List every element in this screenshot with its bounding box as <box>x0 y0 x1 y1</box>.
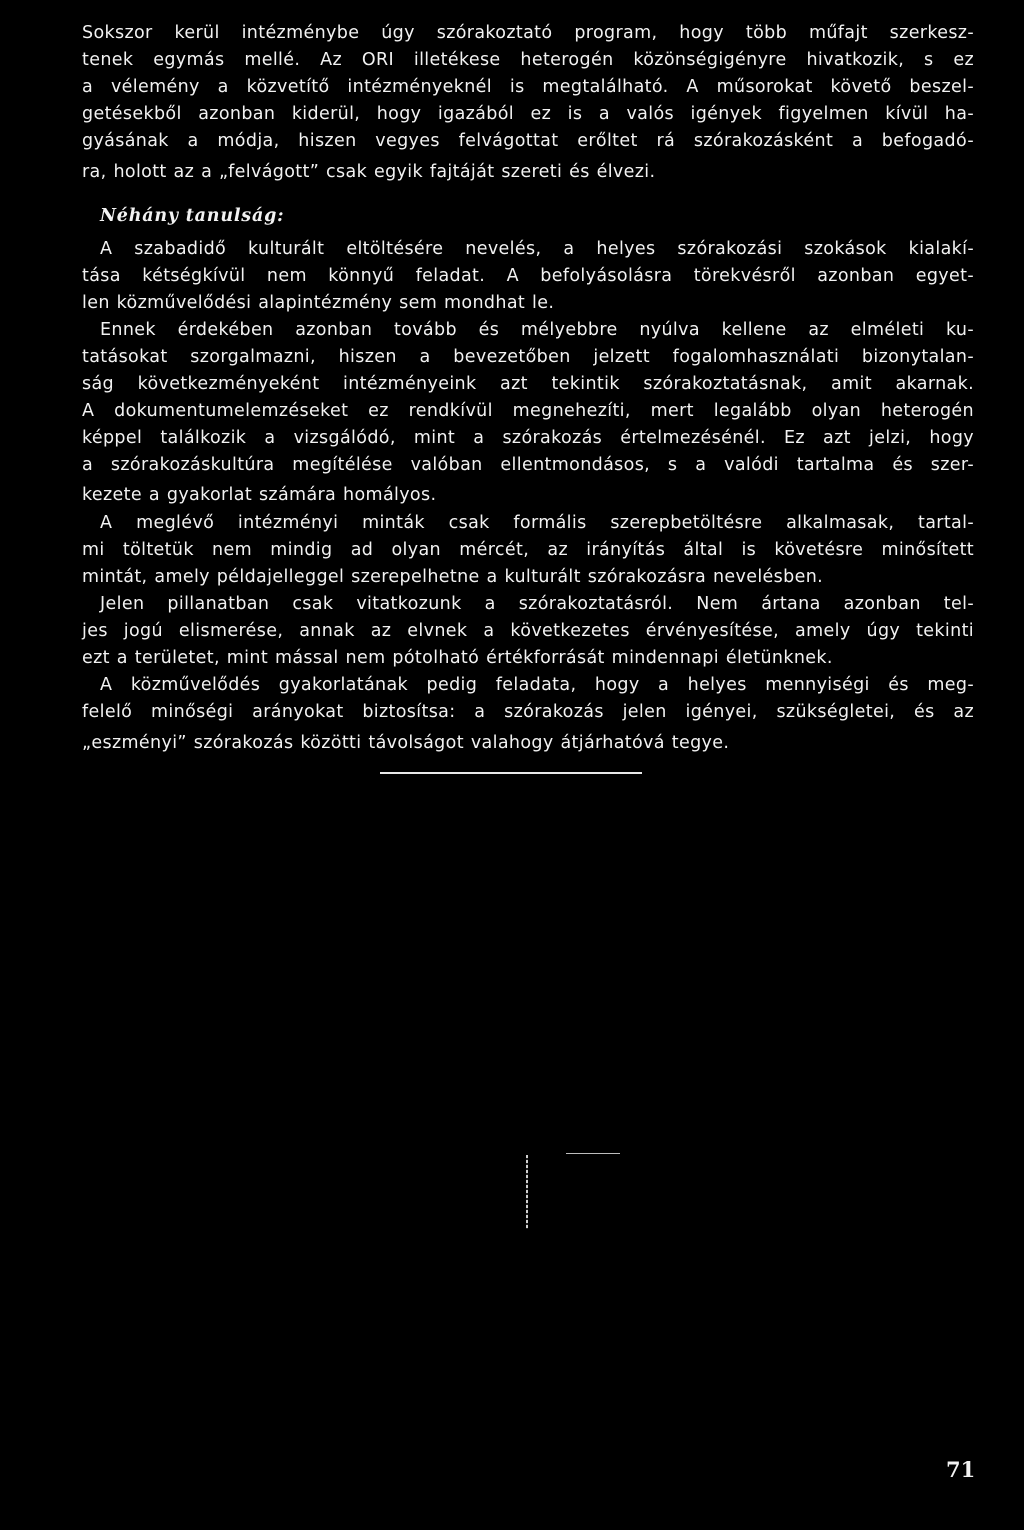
page-number: 71 <box>946 1457 976 1482</box>
text-line: ság következményeként intézményeink azt tekintik szórakoztatásnak, amit akarnak. <box>82 374 974 394</box>
text-line: jes jogú elismerése, annak az elvnek a következetes érvényesítése, amely úgy tekinti <box>82 621 974 641</box>
text-line: A meglévő intézményi minták csak formális szerepbetöltésre alkalmasak, tartal- <box>100 513 974 533</box>
text-line: A közművelődés gyakorlatának pedig feladata, hogy a helyes mennyiségi és meg- <box>100 675 974 695</box>
section-divider <box>380 772 642 774</box>
text-line: felelő minőségi arányokat biztosítsa: a szórakozás jelen igényei, szükségletei, és az <box>82 702 974 722</box>
text-line: tenek egymás mellé. Az ORI illetékese heterogén közönségigényre hivatkozik, s ez <box>82 50 974 70</box>
text-line: Sokszor kerül intézménybe úgy szórakoztató program, hogy több műfajt szerkesz- <box>82 23 974 43</box>
text-line: mi töltetük nem mindig ad olyan mércét, az irányítás által is követésre minősített <box>82 540 974 560</box>
text-line: A dokumentumelemzéseket ez rendkívül megnehezíti, mert legalább olyan heterogén <box>82 401 974 421</box>
scan-mark <box>526 1155 528 1229</box>
text-line: ezt a területet, mint mással nem pótolható értékforrását mindennapi életünknek. <box>82 648 833 668</box>
text-line: gyásának a módja, hiszen vegyes felvágottat erőltet rá szórakozásként a befogadó- <box>82 131 974 151</box>
text-line: képpel találkozik a vizsgálódó, mint a szórakozás értelmezésénél. Ez azt jelzi, hogy <box>82 428 974 448</box>
text-line: Ennek érdekében azonban tovább és mélyebbre nyúlva kellene az elméleti ku- <box>100 320 974 340</box>
text-line: „eszményi” szórakozás közötti távolságot valahogy átjárhatóvá tegye. <box>82 733 730 753</box>
text-line: A szabadidő kulturált eltöltésére nevelés, a helyes szórakozási szokások kialakí- <box>100 239 974 259</box>
text-line: len közművelődési alapintézmény sem mondhat le. <box>82 293 555 313</box>
scan-mark <box>566 1153 620 1154</box>
text-line: mintát, amely példajelleggel szerepelhetne a kulturált szórakozásra nevelésben. <box>82 567 824 587</box>
text-line: getésekből azonban kiderül, hogy igazából ez is a valós igények figyelmen kívül ha- <box>82 104 974 124</box>
text-line: a szórakozáskultúra megítélése valóban ellentmondásos, s a valódi tartalma és szer- <box>82 455 974 475</box>
text-line: tása kétségkívül nem könnyű feladat. A befolyásolásra törekvésről azonban egyet- <box>82 266 974 286</box>
text-line: a vélemény a közvetítő intézményeknél is megtalálható. A műsorokat követő beszel- <box>82 77 974 97</box>
text-line: Jelen pillanatban csak vitatkozunk a szórakoztatásról. Nem ártana azonban tel- <box>100 594 974 614</box>
section-heading: Néhány tanulság: <box>100 206 285 226</box>
text-line: tatásokat szorgalmazni, hiszen a bevezetőben jelzett fogalomhasználati bizonytalan- <box>82 347 974 367</box>
text-line: ra, holott az a „felvágott” csak egyik fajtáját szereti és élvezi. <box>82 162 656 182</box>
text-line: kezete a gyakorlat számára homályos. <box>82 485 437 505</box>
